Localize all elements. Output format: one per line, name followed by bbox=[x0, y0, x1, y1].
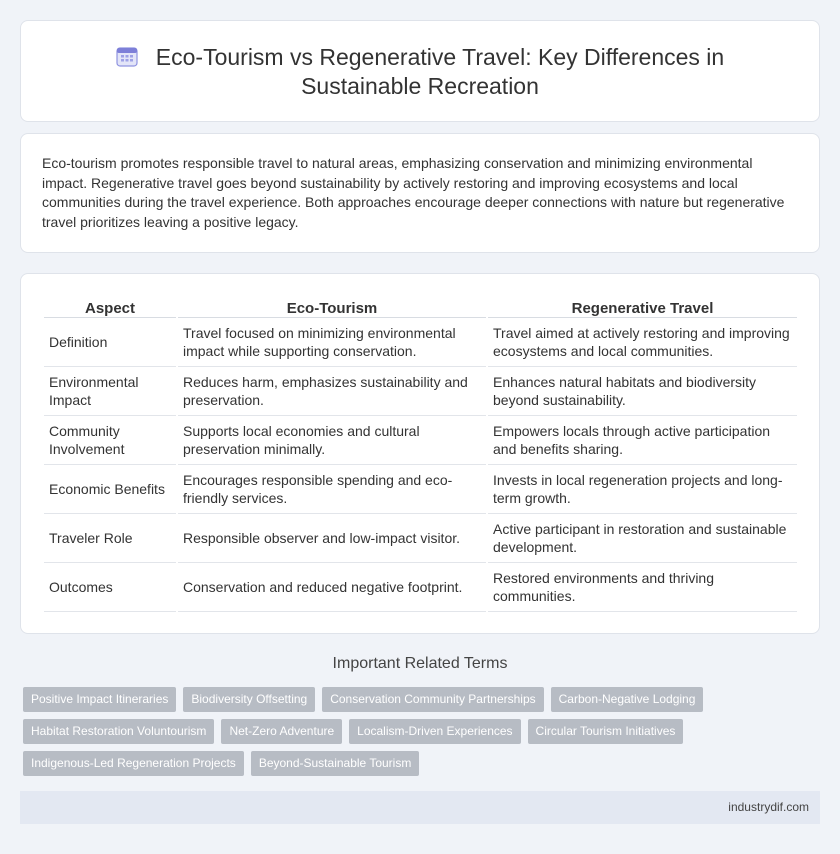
footer bbox=[20, 791, 820, 824]
cell-aspect: Traveler Role bbox=[44, 514, 176, 563]
table-row bbox=[44, 318, 797, 367]
table-row bbox=[44, 416, 797, 465]
cell-eco-tourism: Conservation and reduced negative footprint. bbox=[178, 563, 486, 612]
cell-regenerative: Restored environments and thriving communities. bbox=[488, 563, 797, 612]
cell-regenerative: Travel aimed at actively restoring and improving ecosystems and local communities. bbox=[488, 318, 797, 367]
header-card bbox=[20, 20, 820, 122]
related-terms-tags bbox=[23, 687, 723, 783]
intro-card bbox=[20, 133, 820, 253]
tag-biodiversity-offsetting[interactable]: Biodiversity Offsetting bbox=[183, 687, 315, 712]
cell-regenerative: Enhances natural habitats and biodiversity beyond sustainability. bbox=[488, 367, 797, 416]
intro-paragraph: Eco-tourism promotes responsible travel to natural areas, emphasizing conservation and minimizing environmental impact. Regenerative travel goes beyond sustainability by actively restoring and improving ecosystems and local communities during the travel experience. Both approaches encourage deeper connections with nature but regenerative travel prioritizes leaving a positive legacy. bbox=[42, 155, 785, 230]
tag-net-zero-adventure[interactable]: Net-Zero Adventure bbox=[221, 719, 342, 744]
table-row bbox=[44, 465, 797, 514]
tag-conservation-community-partnerships[interactable]: Conservation Community Partnerships bbox=[322, 687, 543, 712]
tag-carbon-negative-lodging[interactable]: Carbon-Negative Lodging bbox=[551, 687, 704, 712]
table-row bbox=[44, 514, 797, 563]
cell-eco-tourism: Responsible observer and low-impact visitor. bbox=[178, 514, 486, 563]
cell-aspect: Environmental Impact bbox=[44, 367, 176, 416]
cell-eco-tourism: Reduces harm, emphasizes sustainability and preservation. bbox=[178, 367, 486, 416]
cell-regenerative: Active participant in restoration and sustainable development. bbox=[488, 514, 797, 563]
cell-aspect: Definition bbox=[44, 318, 176, 367]
header-eco-tourism: Eco-Tourism bbox=[178, 296, 486, 318]
tag-indigenous-led-regeneration-projects[interactable]: Indigenous-Led Regeneration Projects bbox=[23, 751, 244, 776]
table-row bbox=[44, 367, 797, 416]
cell-eco-tourism: Encourages responsible spending and eco-friendly services. bbox=[178, 465, 486, 514]
tag-localism-driven-experiences[interactable]: Localism-Driven Experiences bbox=[349, 719, 520, 744]
tag-positive-impact-itineraries[interactable]: Positive Impact Itineraries bbox=[23, 687, 176, 712]
cell-regenerative: Invests in local regeneration projects and long-term growth. bbox=[488, 465, 797, 514]
cell-aspect: Economic Benefits bbox=[44, 465, 176, 514]
cell-regenerative: Empowers locals through active participation and benefits sharing. bbox=[488, 416, 797, 465]
page-title: Eco-Tourism vs Regenerative Travel: Key Differences in Sustainable Recreation bbox=[155, 44, 725, 99]
cell-eco-tourism: Supports local economies and cultural preservation minimally. bbox=[178, 416, 486, 465]
header-regenerative-travel: Regenerative Travel bbox=[488, 296, 797, 318]
cell-aspect: Community Involvement bbox=[44, 416, 176, 465]
cell-eco-tourism: Travel focused on minimizing environmental impact while supporting conservation. bbox=[178, 318, 486, 367]
table-header-row bbox=[44, 296, 797, 318]
comparison-card bbox=[20, 273, 820, 634]
comparison-table bbox=[42, 296, 799, 612]
page-title-wrap bbox=[21, 43, 819, 101]
header-aspect: Aspect bbox=[44, 296, 176, 318]
tag-habitat-restoration-voluntourism[interactable]: Habitat Restoration Voluntourism bbox=[23, 719, 214, 744]
cell-aspect: Outcomes bbox=[44, 563, 176, 612]
footer-site-link[interactable]: industrydif.com bbox=[728, 800, 809, 814]
table-row bbox=[44, 563, 797, 612]
tag-circular-tourism-initiatives[interactable]: Circular Tourism Initiatives bbox=[528, 719, 684, 744]
calendar-icon bbox=[116, 45, 138, 67]
tag-beyond-sustainable-tourism[interactable]: Beyond-Sustainable Tourism bbox=[251, 751, 420, 776]
related-terms-title: Important Related Terms bbox=[332, 655, 508, 672]
